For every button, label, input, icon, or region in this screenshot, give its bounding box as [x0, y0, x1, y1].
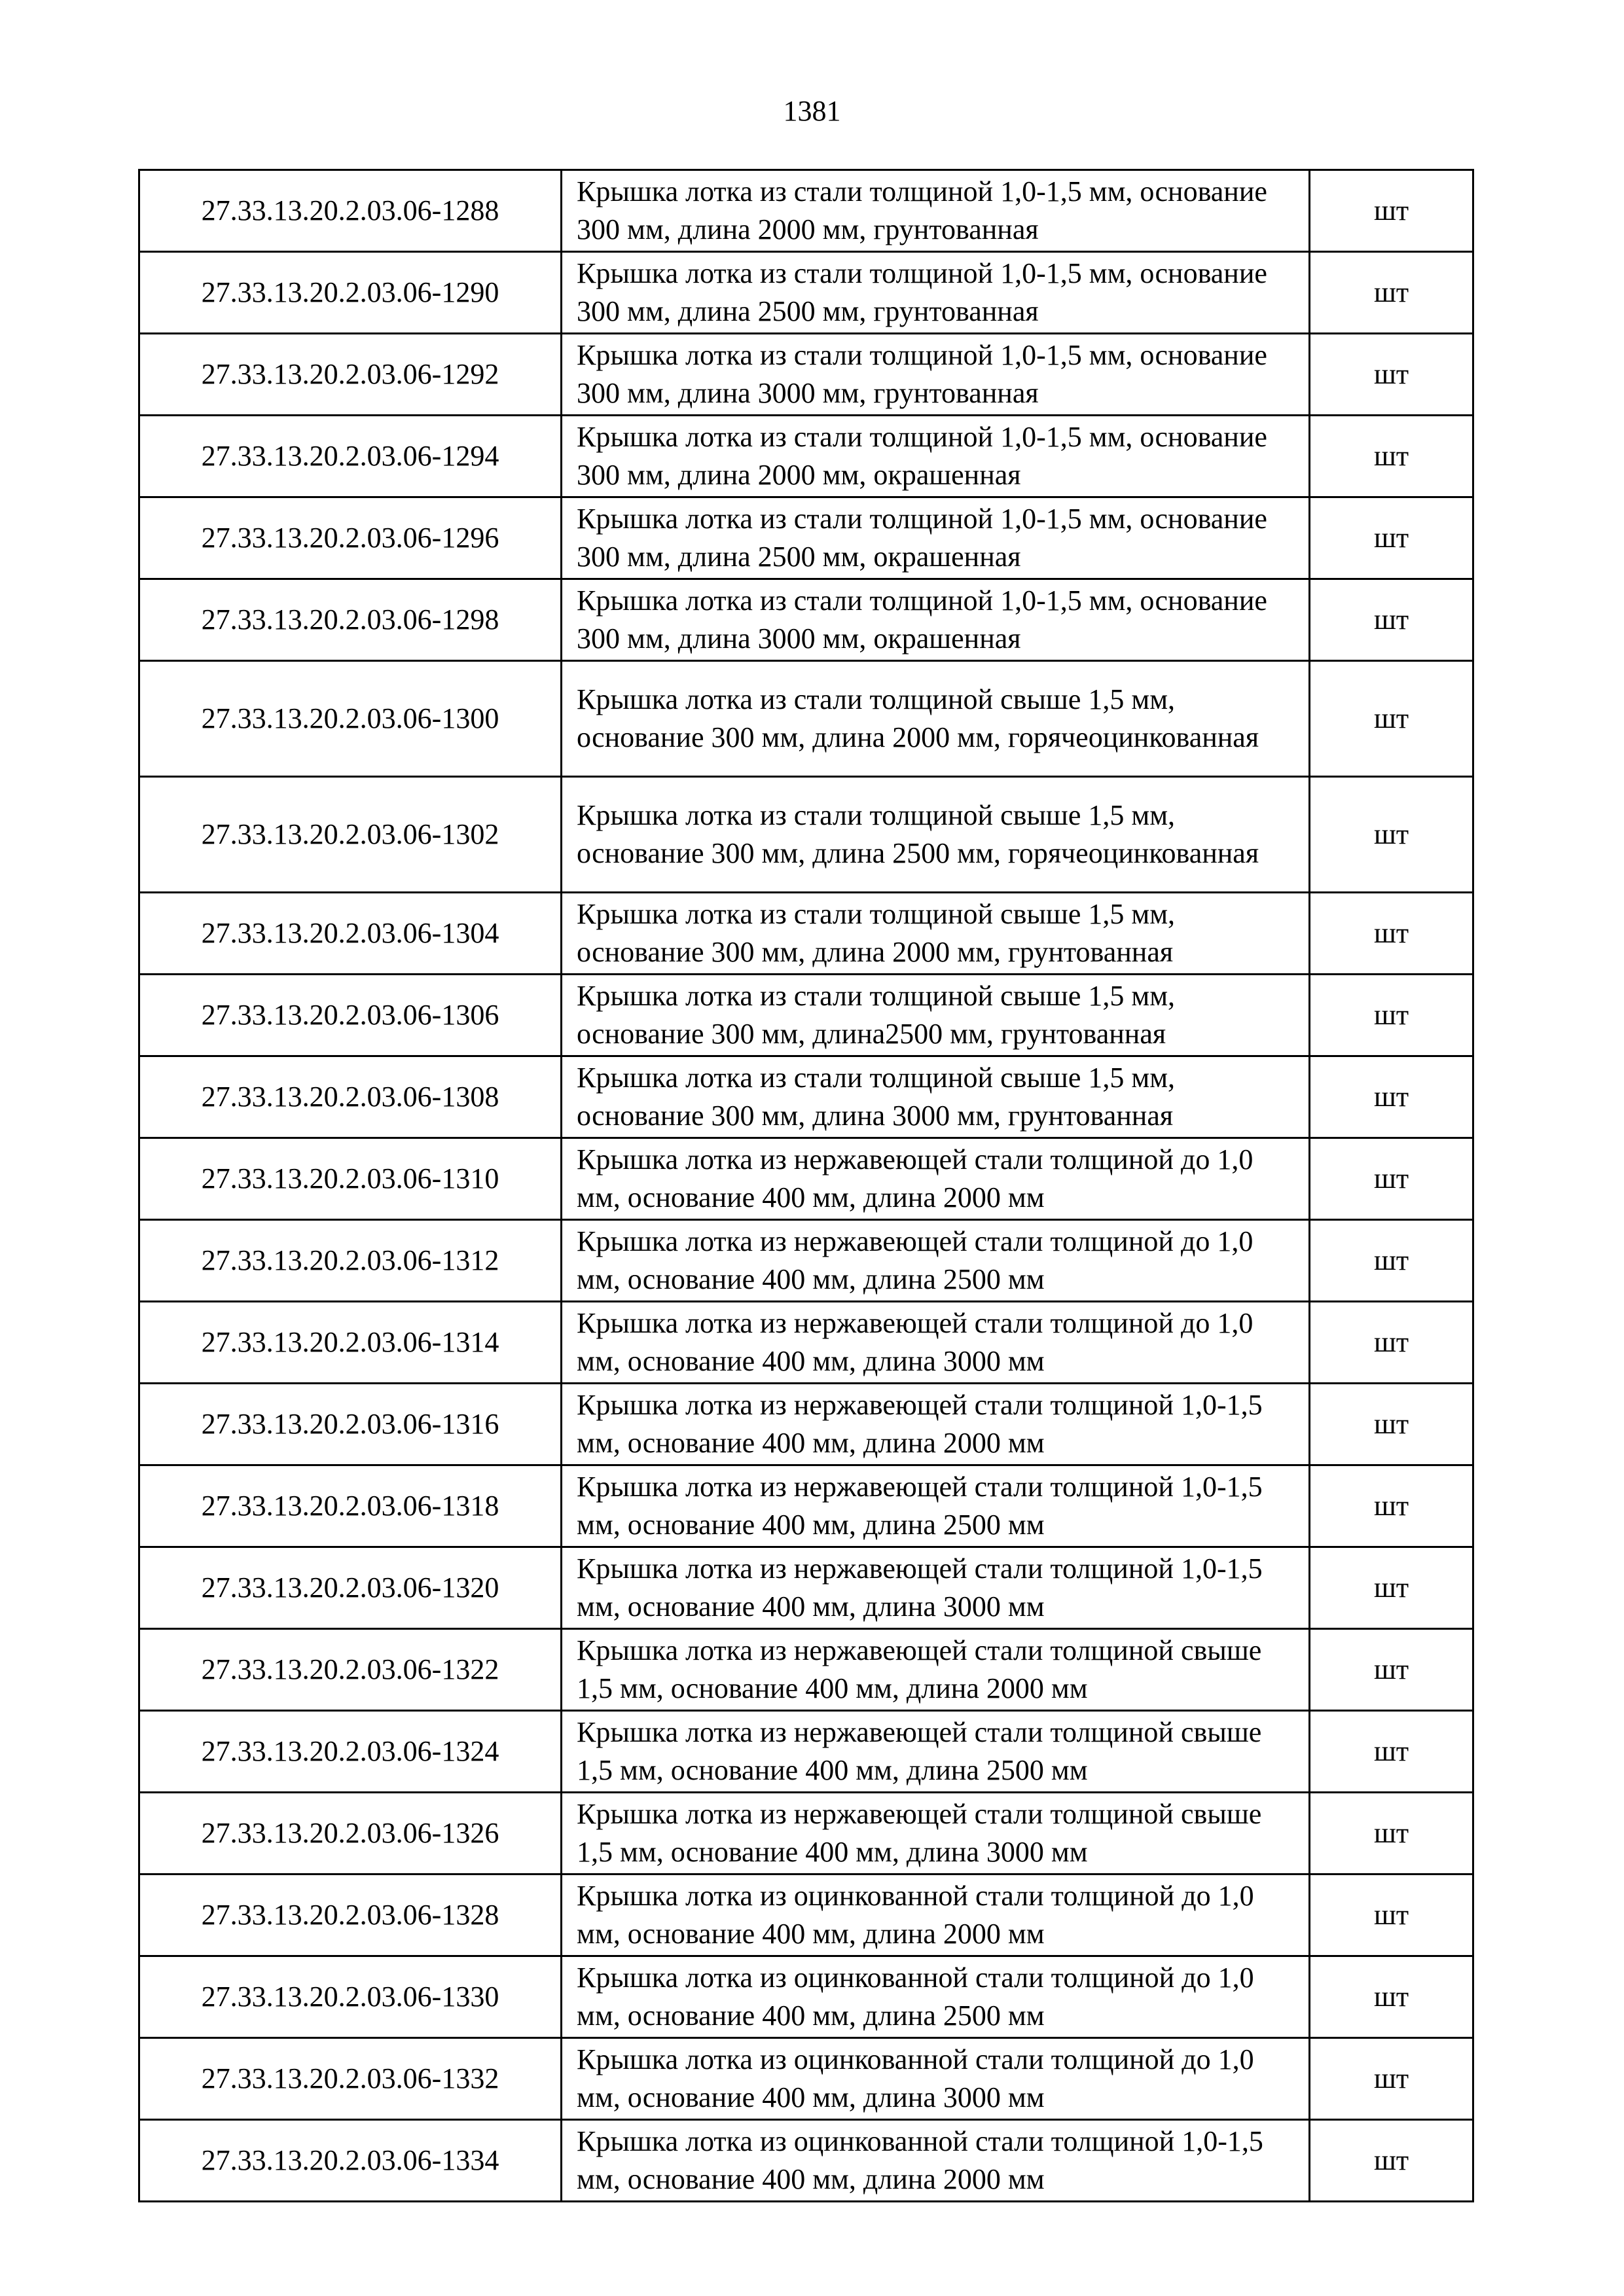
resource-code-cell: 27.33.13.20.2.03.06-1290 [139, 252, 562, 334]
table-row [139, 1629, 1473, 1711]
unit-cell: шт [1310, 1629, 1473, 1711]
resource-code-cell: 27.33.13.20.2.03.06-1332 [139, 2038, 562, 2120]
table-row [139, 777, 1473, 893]
table-row [139, 579, 1473, 661]
resource-code-cell: 27.33.13.20.2.03.06-1334 [139, 2120, 562, 2202]
resource-description-cell: Крышка лотка из стали толщиной свыше 1,5 мм, основание 300 мм, длина2500 мм, грунтованная [562, 975, 1310, 1056]
resource-description-cell: Крышка лотка из стали толщиной свыше 1,5 мм, основание 300 мм, длина 3000 мм, грунтованная [562, 1056, 1310, 1138]
resource-description-cell: Крышка лотка из нержавеющей стали толщиной 1,0-1,5 мм, основание 400 мм, длина 3000 мм [562, 1547, 1310, 1629]
resource-code-cell: 27.33.13.20.2.03.06-1288 [139, 170, 562, 252]
unit-cell: шт [1310, 579, 1473, 661]
resource-description-cell: Крышка лотка из нержавеющей стали толщиной 1,0-1,5 мм, основание 400 мм, длина 2500 мм [562, 1465, 1310, 1547]
resource-code-cell: 27.33.13.20.2.03.06-1324 [139, 1711, 562, 1793]
table-row [139, 1384, 1473, 1465]
unit-cell: шт [1310, 1302, 1473, 1384]
resource-code-cell: 27.33.13.20.2.03.06-1316 [139, 1384, 562, 1465]
table-row [139, 1547, 1473, 1629]
table-row [139, 1138, 1473, 1220]
resource-description-cell: Крышка лотка из оцинкованной стали толщиной до 1,0 мм, основание 400 мм, длина 3000 мм [562, 2038, 1310, 2120]
resource-description-cell: Крышка лотка из стали толщиной 1,0-1,5 мм, основание 300 мм, длина 2000 мм, грунтованная [562, 170, 1310, 252]
resource-code-cell: 27.33.13.20.2.03.06-1314 [139, 1302, 562, 1384]
resource-description-cell: Крышка лотка из нержавеющей стали толщиной до 1,0 мм, основание 400 мм, длина 2000 мм [562, 1138, 1310, 1220]
unit-cell: шт [1310, 1220, 1473, 1302]
resource-code-cell: 27.33.13.20.2.03.06-1292 [139, 334, 562, 416]
resource-code-cell: 27.33.13.20.2.03.06-1298 [139, 579, 562, 661]
unit-cell: шт [1310, 2120, 1473, 2202]
resource-description-cell: Крышка лотка из стали толщиной 1,0-1,5 мм, основание 300 мм, длина 2500 мм, грунтованная [562, 252, 1310, 334]
table-row [139, 497, 1473, 579]
resource-code-cell: 27.33.13.20.2.03.06-1320 [139, 1547, 562, 1629]
resource-code-cell: 27.33.13.20.2.03.06-1294 [139, 416, 562, 497]
resource-code-cell: 27.33.13.20.2.03.06-1328 [139, 1874, 562, 1956]
table-row [139, 334, 1473, 416]
resource-code-cell: 27.33.13.20.2.03.06-1306 [139, 975, 562, 1056]
unit-cell: шт [1310, 1056, 1473, 1138]
resource-code-cell: 27.33.13.20.2.03.06-1302 [139, 777, 562, 893]
table-row [139, 1302, 1473, 1384]
resource-description-cell: Крышка лотка из нержавеющей стали толщиной свыше 1,5 мм, основание 400 мм, длина 2000 мм [562, 1629, 1310, 1711]
resource-description-cell: Крышка лотка из стали толщиной 1,0-1,5 мм, основание 300 мм, длина 3000 мм, грунтованная [562, 334, 1310, 416]
resource-code-cell: 27.33.13.20.2.03.06-1326 [139, 1793, 562, 1874]
table-row [139, 252, 1473, 334]
resource-code-cell: 27.33.13.20.2.03.06-1310 [139, 1138, 562, 1220]
resource-description-cell: Крышка лотка из стали толщиной 1,0-1,5 мм, основание 300 мм, длина 2000 мм, окрашенная [562, 416, 1310, 497]
table-row [139, 661, 1473, 777]
unit-cell: шт [1310, 1874, 1473, 1956]
table-row [139, 1220, 1473, 1302]
unit-cell: шт [1310, 497, 1473, 579]
table-row [139, 1465, 1473, 1547]
unit-cell: шт [1310, 334, 1473, 416]
unit-cell: шт [1310, 1956, 1473, 2038]
table-row [139, 1874, 1473, 1956]
table-row [139, 1711, 1473, 1793]
unit-cell: шт [1310, 252, 1473, 334]
resource-code-cell: 27.33.13.20.2.03.06-1330 [139, 1956, 562, 2038]
resource-code-cell: 27.33.13.20.2.03.06-1318 [139, 1465, 562, 1547]
unit-cell: шт [1310, 416, 1473, 497]
resource-code-cell: 27.33.13.20.2.03.06-1296 [139, 497, 562, 579]
resource-description-cell: Крышка лотка из стали толщиной 1,0-1,5 мм, основание 300 мм, длина 3000 мм, окрашенная [562, 579, 1310, 661]
unit-cell: шт [1310, 2038, 1473, 2120]
unit-cell: шт [1310, 1384, 1473, 1465]
table-row [139, 416, 1473, 497]
table-row [139, 2038, 1473, 2120]
resource-description-cell: Крышка лотка из нержавеющей стали толщиной свыше 1,5 мм, основание 400 мм, длина 2500 мм [562, 1711, 1310, 1793]
page-number: 1381 [783, 95, 841, 127]
resource-description-cell: Крышка лотка из оцинкованной стали толщиной до 1,0 мм, основание 400 мм, длина 2000 мм [562, 1874, 1310, 1956]
unit-cell: шт [1310, 1547, 1473, 1629]
resource-description-cell: Крышка лотка из нержавеющей стали толщиной свыше 1,5 мм, основание 400 мм, длина 3000 мм [562, 1793, 1310, 1874]
table-row [139, 170, 1473, 252]
unit-cell: шт [1310, 1711, 1473, 1793]
table-row [139, 893, 1473, 975]
unit-cell: шт [1310, 1793, 1473, 1874]
resource-description-cell: Крышка лотка из стали толщиной свыше 1,5 мм, основание 300 мм, длина 2500 мм, горячеоцинкованная [562, 777, 1310, 893]
unit-cell: шт [1310, 1465, 1473, 1547]
table-row [139, 1056, 1473, 1138]
resource-description-cell: Крышка лотка из стали толщиной свыше 1,5 мм, основание 300 мм, длина 2000 мм, грунтованная [562, 893, 1310, 975]
unit-cell: шт [1310, 170, 1473, 252]
table-row [139, 975, 1473, 1056]
unit-cell: шт [1310, 661, 1473, 777]
resource-description-cell: Крышка лотка из стали толщиной свыше 1,5 мм, основание 300 мм, длина 2000 мм, горячеоцинкованная [562, 661, 1310, 777]
resource-description-cell: Крышка лотка из оцинкованной стали толщиной 1,0-1,5 мм, основание 400 мм, длина 2000 мм [562, 2120, 1310, 2202]
resource-code-cell: 27.33.13.20.2.03.06-1300 [139, 661, 562, 777]
unit-cell: шт [1310, 1138, 1473, 1220]
table-row [139, 2120, 1473, 2202]
resource-code-cell: 27.33.13.20.2.03.06-1322 [139, 1629, 562, 1711]
resource-code-cell: 27.33.13.20.2.03.06-1304 [139, 893, 562, 975]
resource-description-cell: Крышка лотка из нержавеющей стали толщиной до 1,0 мм, основание 400 мм, длина 3000 мм [562, 1302, 1310, 1384]
table-body [139, 170, 1473, 2202]
resource-description-cell: Крышка лотка из оцинкованной стали толщиной до 1,0 мм, основание 400 мм, длина 2500 мм [562, 1956, 1310, 2038]
unit-cell: шт [1310, 893, 1473, 975]
resource-table [138, 169, 1474, 2202]
resource-description-cell: Крышка лотка из нержавеющей стали толщиной 1,0-1,5 мм, основание 400 мм, длина 2000 мм [562, 1384, 1310, 1465]
table-row [139, 1793, 1473, 1874]
unit-cell: шт [1310, 777, 1473, 893]
resource-code-cell: 27.33.13.20.2.03.06-1312 [139, 1220, 562, 1302]
resource-code-cell: 27.33.13.20.2.03.06-1308 [139, 1056, 562, 1138]
resource-description-cell: Крышка лотка из нержавеющей стали толщиной до 1,0 мм, основание 400 мм, длина 2500 мм [562, 1220, 1310, 1302]
table-row [139, 1956, 1473, 2038]
unit-cell: шт [1310, 975, 1473, 1056]
resource-description-cell: Крышка лотка из стали толщиной 1,0-1,5 мм, основание 300 мм, длина 2500 мм, окрашенная [562, 497, 1310, 579]
